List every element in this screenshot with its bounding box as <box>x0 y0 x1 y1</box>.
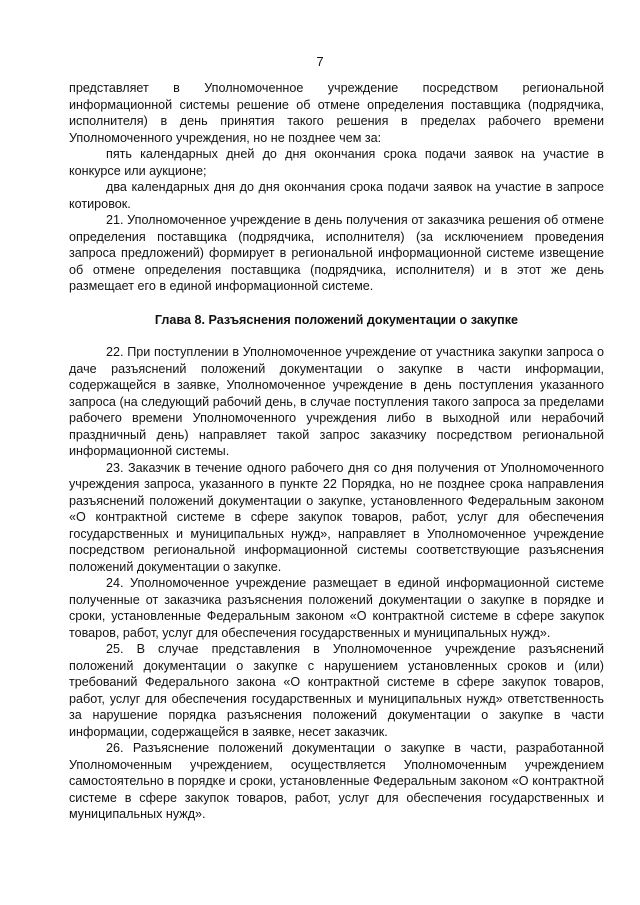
document-body <box>69 80 604 823</box>
paragraph-continuation: представляет в Уполномоченное учреждение посредством региональной информационной системы решение об отмене определения поставщика (подрядчика, исполнителя) в день принятия такого решения в пределах рабочего времени Уполномоченного учреждения, но не позднее чем за: <box>69 81 604 145</box>
paragraph-list-item: два календарных дня до дня окончания срока подачи заявок на участие в запросе котировок. <box>69 180 604 211</box>
paragraph-item-21: 21. Уполномоченное учреждение в день получения от заказчика решения об отмене определения поставщика (подрядчика, исполнителя) (за исключением проведения запроса предложений) формирует в региональной информационной системе извещение об отмене определения поставщика (подрядчика, исполнителя) и в этот же день размещает его в единой информационной системе. <box>69 213 604 293</box>
page-number: 7 <box>316 54 324 69</box>
paragraph-list-item: пять календарных дней до дня окончания срока подачи заявок на участие в конкурсе или аукционе; <box>69 147 604 178</box>
paragraph-item-23: 23. Заказчик в течение одного рабочего дня со дня получения от Уполномоченного учреждения запроса, указанного в пункте 22 Порядка, но не позднее срока направления разъяснений положений документации о закупке, установленного Федеральным законом «О контрактной системе в сфере закупок товаров, работ, услуг для обеспечения государственных и муниципальных нужд», направляет в Уполномоченное учреждение посредством региональной информационной системы соответствующие разъяснения положений документации о закупке. <box>69 460 604 574</box>
paragraph-item-24: 24. Уполномоченное учреждение размещает в единой информационной системе полученные от заказчика разъяснения положений документации о закупке в порядке и сроки, установленные Федеральным законом «О контрактной системе в сфере закупок товаров, работ, услуг для обеспечения государственных и муниципальных нужд». <box>69 576 604 640</box>
paragraph-item-22: 22. При поступлении в Уполномоченное учреждение от участника закупки запроса о даче разъяснений положений документации о закупке в части информации, содержащейся в заявке, Уполномоченное учреждение в день поступления указанного запроса (на следующий рабочий день, в случае поступления такого запроса за пределами рабочего времени Уполномоченного учреждения либо в выходной или нерабочий праздничный день) направляет такой запрос заказчику посредством региональной информационной системы. <box>69 345 604 458</box>
paragraph-item-25: 25. В случае представления в Уполномоченное учреждение разъяснений положений документации о закупке с нарушением установленных сроков и (или) требований Федерального закона «О контрактной системе в сфере закупок товаров, работ, услуг для обеспечения государственных и муниципальных нужд» ответственность за нарушение порядка разъяснения положений документации о закупке в части информации, содержащейся в заявке, несет заказчик. <box>69 642 604 739</box>
chapter-heading: Глава 8. Разъяснения положений документации о закупке <box>154 312 519 327</box>
paragraph-item-26: 26. Разъяснение положений документации о закупке в части, разработанной Уполномоченным учреждением, осуществляется Уполномоченным учреждением самостоятельно в порядке и сроки, установленные Федеральным законом «О контрактной системе в сфере закупок товаров, работ, услуг для обеспечения государственных и муниципальных нужд». <box>69 741 604 821</box>
